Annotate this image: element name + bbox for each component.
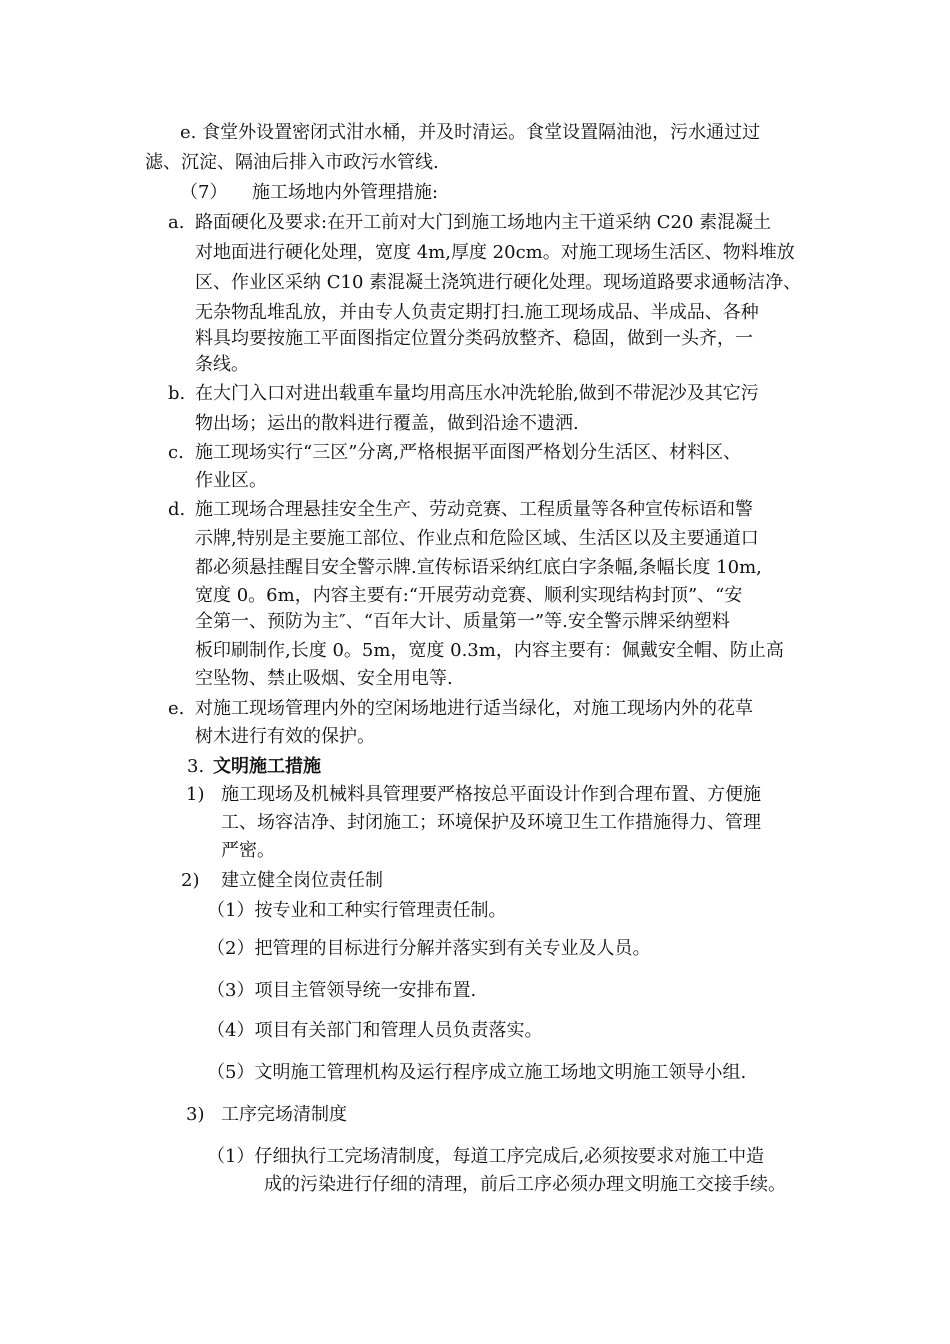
item-d-line: 板印刷制作,长度 0。5m，宽度 0.3m，内容主要有：佩戴安全帽、防止高 (195, 640, 784, 661)
section-7-title: 施工场地内外管理措施: (252, 182, 439, 203)
subsection-3-number: 3) (186, 1104, 205, 1125)
item-b-line: 在大门入口对进出载重车量均用高压水冲洗轮胎,做到不带泥沙及其它污 (195, 383, 759, 404)
item-a-line: 条线。 (195, 354, 249, 375)
item-a-line: 路面硬化及要求:在开工前对大门到施工场地内主干道采纳 C20 素混凝土 (195, 212, 772, 233)
item-d-marker: d. (168, 499, 186, 520)
subsection-1-line: 施工现场及机械料具管理要严格按总平面设计作到合理布置、方便施 (221, 784, 761, 805)
item-a-line: 区、作业区采纳 C10 素混凝土浇筑进行硬化处理。现场道路要求通畅洁净、 (195, 272, 802, 293)
subsection-1-number: 1) (186, 784, 205, 805)
item-a-line: 料具均要按施工平面图指定位置分类码放整齐、稳固，做到一头齐，一 (195, 328, 753, 349)
sublist-item: （5）文明施工管理机构及运行程序成立施工场地文明施工领导小组. (207, 1062, 747, 1083)
subsection-1-line: 工、场容洁净、封闭施工；环境保护及环境卫生工作措施得力、管理 (221, 812, 761, 833)
item-c-line: 作业区。 (195, 470, 267, 491)
sublist-item: （2）把管理的目标进行分解并落实到有关专业及人员。 (207, 938, 651, 959)
item-e-line: 树木进行有效的保护。 (195, 726, 375, 747)
item-a-line: 对地面进行硬化处理，宽度 4m,厚度 20cm。对施工现场生活区、物料堆放 (195, 242, 795, 263)
paragraph-e-line-2: 滤、沉淀、隔油后排入市政污水管线. (145, 152, 439, 173)
item-c-marker: c. (168, 442, 184, 463)
sublist-item-continuation: 成的污染进行仔细的清理，前后工序必须办理文明施工交接手续。 (264, 1174, 786, 1195)
item-b-line: 物出场；运出的散料进行覆盖，做到沿途不遗洒. (195, 413, 579, 434)
item-d-line: 都必须悬挂醒目安全警示牌.宣传标语采纳红底白字条幅,条幅长度 10m, (195, 557, 762, 578)
section-7-number: （7） (180, 182, 228, 203)
item-a-line: 无杂物乱堆乱放，并由专人负责定期打扫.施工现场成品、半成品、各种 (195, 302, 759, 323)
item-b-marker: b. (168, 383, 186, 404)
subsection-1-line: 严密。 (221, 840, 275, 861)
item-d-line: 施工现场合理悬挂安全生产、劳动竞赛、工程质量等各种宣传标语和警 (195, 499, 753, 520)
item-d-line: 空坠物、禁止吸烟、安全用电等. (195, 668, 453, 689)
item-d-line: 示牌,特别是主要施工部位、作业点和危险区域、生活区以及主要通道口 (195, 528, 759, 549)
item-d-line: 宽度 0。6m，内容主要有:“开展劳动竞赛、顺利实现结构封顶”、“安 (195, 585, 743, 606)
item-e-marker: e. (168, 698, 185, 719)
item-d-line: 全第一、预防为主″、“百年大计、质量第一”等.安全警示牌采纳塑料 (195, 611, 730, 632)
sublist-item: （4）项目有关部门和管理人员负责落实。 (207, 1020, 543, 1041)
paragraph-e-line-1: e. 食堂外设置密闭式泔水桶，并及时清运。食堂设置隔油池，污水通过过 (180, 122, 761, 143)
sublist-item: （1）按专业和工种实行管理责任制。 (207, 900, 507, 921)
item-c-line: 施工现场实行“三区”分离,严格根据平面图严格划分生活区、材料区、 (195, 442, 742, 463)
subsection-2-number: 2) (181, 870, 200, 891)
subsection-3-title: 工序完场清制度 (221, 1104, 347, 1125)
sublist-item: （3）项目主管领导统一安排布置. (207, 980, 477, 1001)
item-e-line: 对施工现场管理内外的空闲场地进行适当绿化，对施工现场内外的花草 (195, 698, 753, 719)
subsection-2-title: 建立健全岗位责任制 (221, 870, 383, 891)
item-a-marker: a. (168, 212, 185, 233)
section-3-title: 文明施工措施 (213, 756, 321, 777)
section-3-number: 3. (187, 756, 205, 777)
sublist-item: （1）仔细执行工完场清制度，每道工序完成后,必须按要求对施工中造 (207, 1146, 765, 1167)
